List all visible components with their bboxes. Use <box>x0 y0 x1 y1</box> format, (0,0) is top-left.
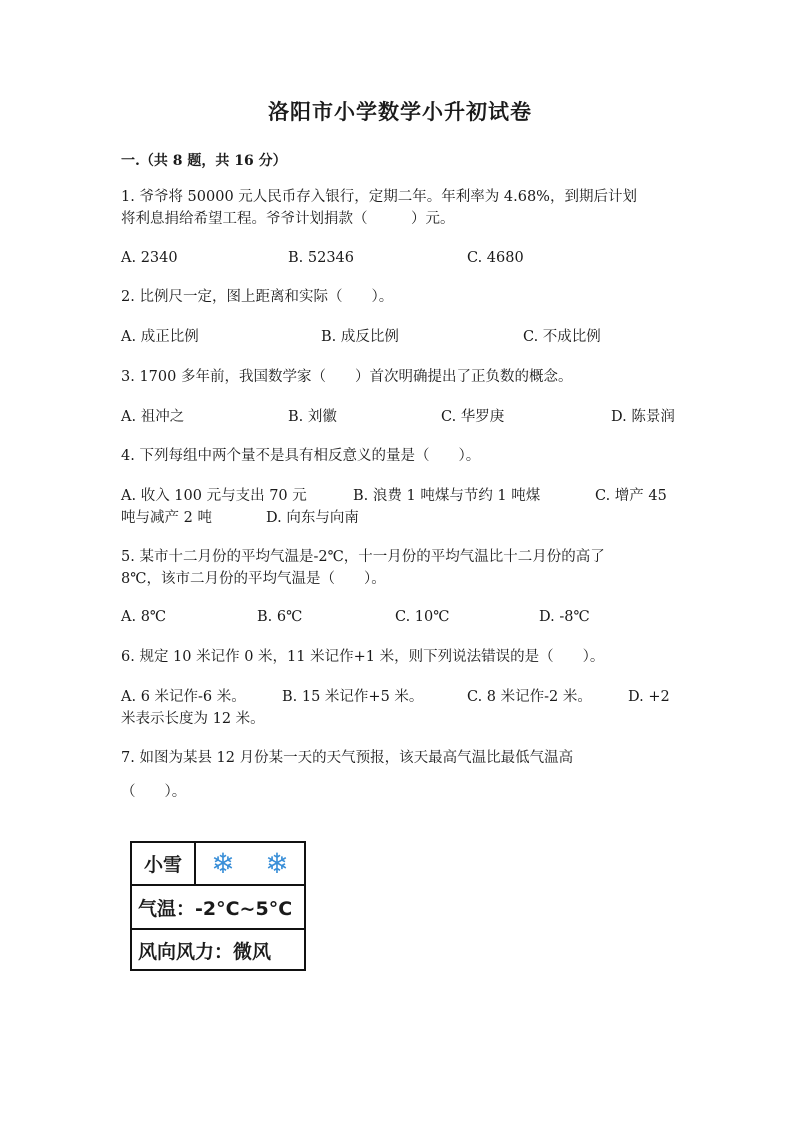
question-text-line: 6. 规定 10 米记作 0 米，11 米记作+1 米，则下列说法错误的是（ ）。 <box>121 649 605 665</box>
question-4 <box>121 445 681 467</box>
option-d: D. 向东与向南 <box>266 510 359 526</box>
question-1 <box>121 186 681 230</box>
weather-temperature: 气温：-2°C~5°C <box>138 897 293 920</box>
weather-condition-label: 小雪 <box>132 843 196 884</box>
option-c: C. 华罗庚 <box>441 409 505 425</box>
option-b: B. 浪费 1 吨煤与节约 1 吨煤 <box>353 488 541 504</box>
option-b: B. 6℃ <box>257 609 303 625</box>
option-c: C. 8 米记作-2 米。 <box>467 689 592 705</box>
option-b: B. 刘徽 <box>288 409 337 425</box>
weather-row-condition <box>132 843 304 886</box>
question-6 <box>121 646 681 668</box>
option-a: A. 6 米记作-6 米。 <box>121 689 246 705</box>
question-text-line: （ ）。 <box>121 784 187 800</box>
snowflake-icon: ❄ <box>265 846 289 880</box>
question-text-line: 1. 爷爷将 50000 元人民币存入银行，定期二年。年利率为 4.68%，到期后计划 <box>121 189 637 205</box>
question-7 <box>121 747 681 803</box>
question-text-line: 4. 下列每组中两个量不是具有相反意义的量是（ ）。 <box>121 448 481 464</box>
question-5 <box>121 546 681 590</box>
question-text-line: 8℃，该市二月份的平均气温是（ ）。 <box>121 571 386 587</box>
question-text-line: 将利息捐给希望工程。爷爷计划捐款（ ）元。 <box>121 211 455 227</box>
option-a: A. 8℃ <box>121 609 167 625</box>
question-text-line: 7. 如图为某县 12 月份某一天的天气预报，该天最高气温比最低气温高 <box>121 750 574 766</box>
option-c: C. 不成比例 <box>523 329 601 345</box>
question-2 <box>121 286 681 308</box>
option-a: A. 成正比例 <box>121 329 199 345</box>
option-a: A. 祖冲之 <box>121 409 185 425</box>
question-text-line: 3. 1700 多年前，我国数学家（ ）首次明确提出了正负数的概念。 <box>121 369 573 385</box>
page-title: 洛阳市小学数学小升初试卷 <box>268 99 532 124</box>
option-c: C. 10℃ <box>395 609 450 625</box>
weather-icons <box>196 843 304 884</box>
option-d: D. 陈景润 <box>611 409 675 425</box>
option-c-continued: 吨与减产 2 吨 <box>121 510 212 526</box>
option-c: C. 4680 <box>467 250 524 266</box>
weather-row-temperature <box>132 886 304 930</box>
snowflake-icon: ❄ <box>211 846 235 880</box>
option-b: B. 52346 <box>288 250 355 266</box>
option-d: D. +2 <box>628 689 670 705</box>
option-c: C. 增产 45 <box>595 488 667 504</box>
weather-row-wind <box>132 930 304 971</box>
option-a: A. 收入 100 元与支出 70 元 <box>121 488 307 504</box>
option-b: B. 成反比例 <box>321 329 399 345</box>
weather-wind: 风向风力：微风 <box>138 941 272 963</box>
question-text-line: 5. 某市十二月份的平均气温是-2℃，十一月份的平均气温比十二月份的高了 <box>121 549 605 565</box>
option-d-continued: 米表示长度为 12 米。 <box>121 711 265 727</box>
section-heading: 一.（共 8 题，共 16 分） <box>121 153 287 169</box>
option-a: A. 2340 <box>121 250 178 266</box>
option-b: B. 15 米记作+5 米。 <box>282 689 424 705</box>
question-3 <box>121 366 681 388</box>
question-text-line: 2. 比例尺一定，图上距离和实际（ ）。 <box>121 289 394 305</box>
option-d: D. -8℃ <box>539 609 590 625</box>
weather-forecast-figure <box>130 841 306 971</box>
